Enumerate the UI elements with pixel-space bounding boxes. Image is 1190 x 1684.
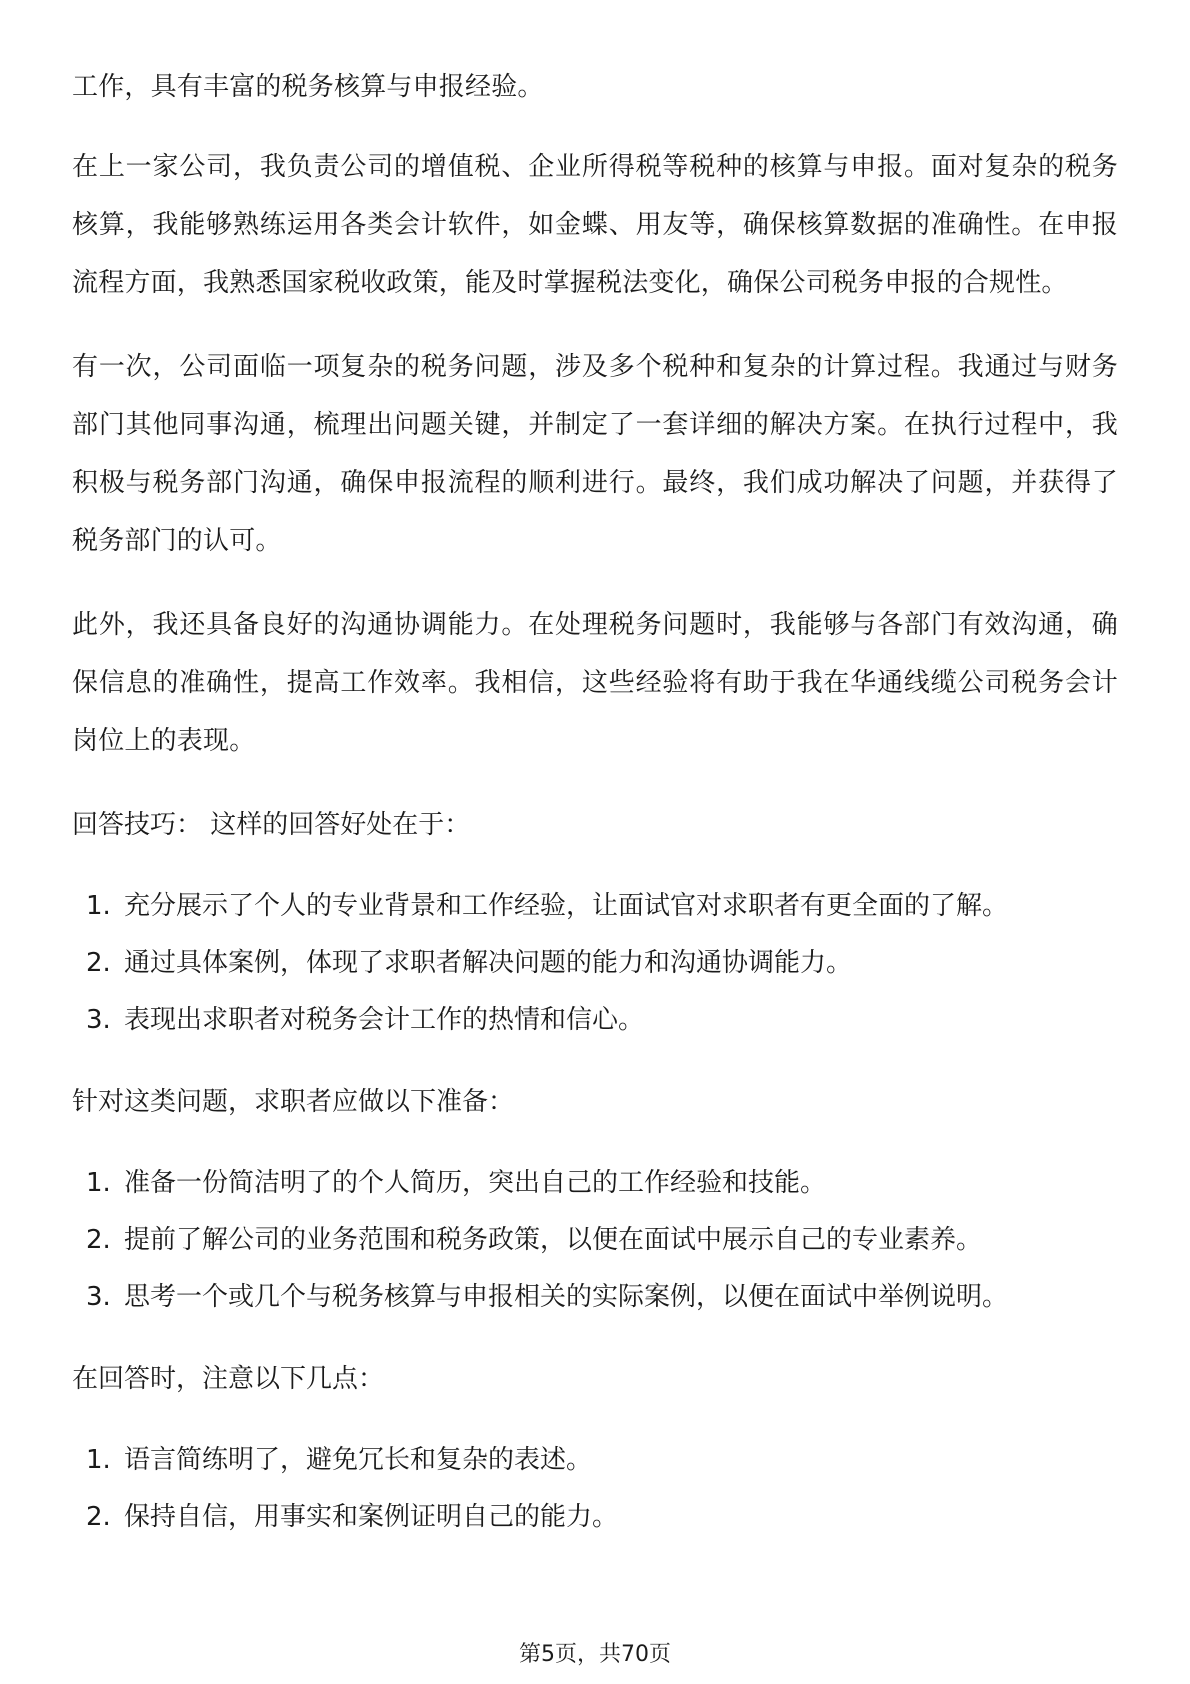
list-item <box>72 1212 1118 1269</box>
list-item-text: 语言简练明了，避免冗长和复杂的表述。 <box>124 1445 593 1475</box>
list-item <box>72 1155 1118 1212</box>
list-item-text: 通过具体案例，体现了求职者解决问题的能力和沟通协调能力。 <box>124 948 853 978</box>
list-item <box>72 935 1118 992</box>
list-item <box>72 992 1118 1049</box>
list-item-number: 2. <box>86 1502 111 1532</box>
list-item-number: 2. <box>86 1225 111 1255</box>
prep-heading: 针对这类问题，求职者应做以下准备： <box>72 1087 515 1117</box>
tips-list <box>72 878 1118 1049</box>
list-item-number: 1. <box>86 1445 111 1475</box>
list-item-number: 1. <box>86 891 111 921</box>
list-item-text: 准备一份简洁明了的个人简历，突出自己的工作经验和技能。 <box>124 1168 827 1198</box>
paragraph-1: 工作，具有丰富的税务核算与申报经验。 <box>72 72 544 102</box>
document-body <box>72 58 1118 1570</box>
paragraph-2: 在上一家公司，我负责公司的增值税、企业所得税等税种的核算与申报。面对复杂的税务核算，我能够熟练运用各类会计软件，如金蝶、用友等，确保核算数据的准确性。在申报流程方面，我熟悉国家税收政策，能及时掌握税法变化，确保公司税务申报的合规性。 <box>72 152 1118 298</box>
list-item-text: 思考一个或几个与税务核算与申报相关的实际案例，以便在面试中举例说明。 <box>124 1282 1009 1312</box>
list-item-text: 保持自信，用事实和案例证明自己的能力。 <box>124 1502 619 1532</box>
tips-heading: 回答技巧： 这样的回答好处在于： <box>72 810 471 840</box>
list-item-text: 提前了解公司的业务范围和税务政策，以便在面试中展示自己的专业素养。 <box>124 1225 983 1255</box>
list-item-number: 2. <box>86 948 111 978</box>
list-item <box>72 1269 1118 1326</box>
paragraph-3: 有一次，公司面临一项复杂的税务问题，涉及多个税种和复杂的计算过程。我通过与财务部门其他同事沟通，梳理出问题关键，并制定了一套详细的解决方案。在执行过程中，我积极与税务部门沟通，确保申报流程的顺利进行。最终，我们成功解决了问题，并获得了税务部门的认可。 <box>72 352 1118 556</box>
notes-heading: 在回答时，注意以下几点： <box>72 1364 385 1394</box>
list-item <box>72 1432 1118 1489</box>
list-item-number: 3. <box>86 1282 111 1312</box>
list-item-number: 1. <box>86 1168 111 1198</box>
notes-list <box>72 1432 1118 1546</box>
page-number: 第5页，共70页 <box>519 1642 671 1667</box>
list-item-text: 充分展示了个人的专业背景和工作经验，让面试官对求职者有更全面的了解。 <box>124 891 1009 921</box>
list-item <box>72 878 1118 935</box>
prep-list <box>72 1155 1118 1326</box>
paragraph-4: 此外，我还具备良好的沟通协调能力。在处理税务问题时，我能够与各部门有效沟通，确保信息的准确性，提高工作效率。我相信，这些经验将有助于我在华通线缆公司税务会计岗位上的表现。 <box>72 610 1118 756</box>
list-item-text: 表现出求职者对税务会计工作的热情和信心。 <box>124 1005 645 1035</box>
list-item <box>72 1489 1118 1546</box>
list-item-number: 3. <box>86 1005 111 1035</box>
